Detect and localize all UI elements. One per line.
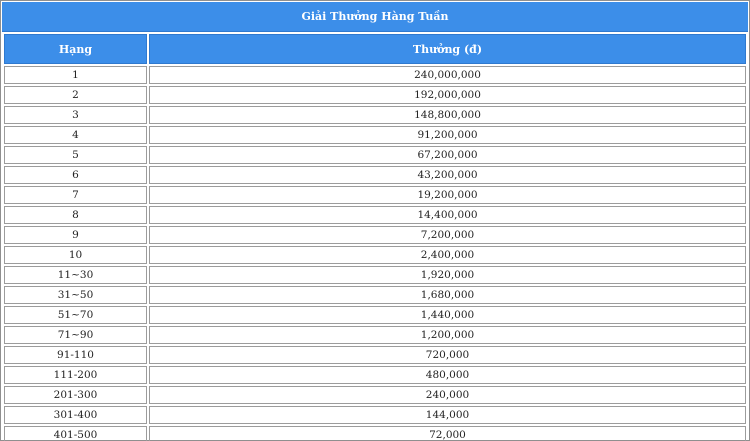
rank-cell: 11~30 [4, 266, 147, 284]
table-row [4, 306, 746, 324]
table-row [4, 86, 746, 104]
prize-cell: 14,400,000 [149, 206, 746, 224]
prize-cell: 240,000 [149, 386, 746, 404]
table-title: Giải Thưởng Hàng Tuần [2, 2, 748, 32]
header-row [4, 34, 746, 64]
rank-cell: 6 [4, 166, 147, 184]
table-row [4, 126, 746, 144]
table-row [4, 106, 746, 124]
rank-cell: 71~90 [4, 326, 147, 344]
prize-cell: 1,440,000 [149, 306, 746, 324]
table-row [4, 326, 746, 344]
rank-cell: 91-110 [4, 346, 147, 364]
prize-cell: 7,200,000 [149, 226, 746, 244]
rank-cell: 401-500 [4, 426, 147, 441]
prize-cell: 2,400,000 [149, 246, 746, 264]
table-row [4, 406, 746, 424]
prize-cell: 1,200,000 [149, 326, 746, 344]
table-row [4, 286, 746, 304]
rank-cell: 3 [4, 106, 147, 124]
table-row [4, 426, 746, 441]
prize-cell: 91,200,000 [149, 126, 746, 144]
rank-cell: 2 [4, 86, 147, 104]
table-row [4, 226, 746, 244]
table-row [4, 386, 746, 404]
prize-cell: 67,200,000 [149, 146, 746, 164]
prize-column-header: Thưởng (đ) [149, 34, 746, 64]
table-row [4, 266, 746, 284]
table-row [4, 146, 746, 164]
table-row [4, 66, 746, 84]
prize-cell: 720,000 [149, 346, 746, 364]
rank-cell: 10 [4, 246, 147, 264]
rank-cell: 4 [4, 126, 147, 144]
rank-cell: 201-300 [4, 386, 147, 404]
prize-cell: 144,000 [149, 406, 746, 424]
rank-cell: 9 [4, 226, 147, 244]
prize-cell: 72,000 [149, 426, 746, 441]
prize-cell: 192,000,000 [149, 86, 746, 104]
rank-cell: 5 [4, 146, 147, 164]
prize-cell: 240,000,000 [149, 66, 746, 84]
table-row [4, 166, 746, 184]
prize-cell: 480,000 [149, 366, 746, 384]
prize-cell: 148,800,000 [149, 106, 746, 124]
rank-cell: 51~70 [4, 306, 147, 324]
table-row [4, 206, 746, 224]
prize-cell: 1,680,000 [149, 286, 746, 304]
rank-cell: 8 [4, 206, 147, 224]
rank-cell: 7 [4, 186, 147, 204]
table-row [4, 346, 746, 364]
table-row [4, 186, 746, 204]
table-row [4, 366, 746, 384]
rank-column-header: Hạng [4, 34, 147, 64]
prize-cell: 1,920,000 [149, 266, 746, 284]
rank-cell: 1 [4, 66, 147, 84]
weekly-prize-table [2, 32, 748, 441]
rank-cell: 31~50 [4, 286, 147, 304]
rank-cell: 111-200 [4, 366, 147, 384]
table-row [4, 246, 746, 264]
prize-cell: 43,200,000 [149, 166, 746, 184]
table-body [4, 66, 746, 441]
rank-cell: 301-400 [4, 406, 147, 424]
prize-cell: 19,200,000 [149, 186, 746, 204]
